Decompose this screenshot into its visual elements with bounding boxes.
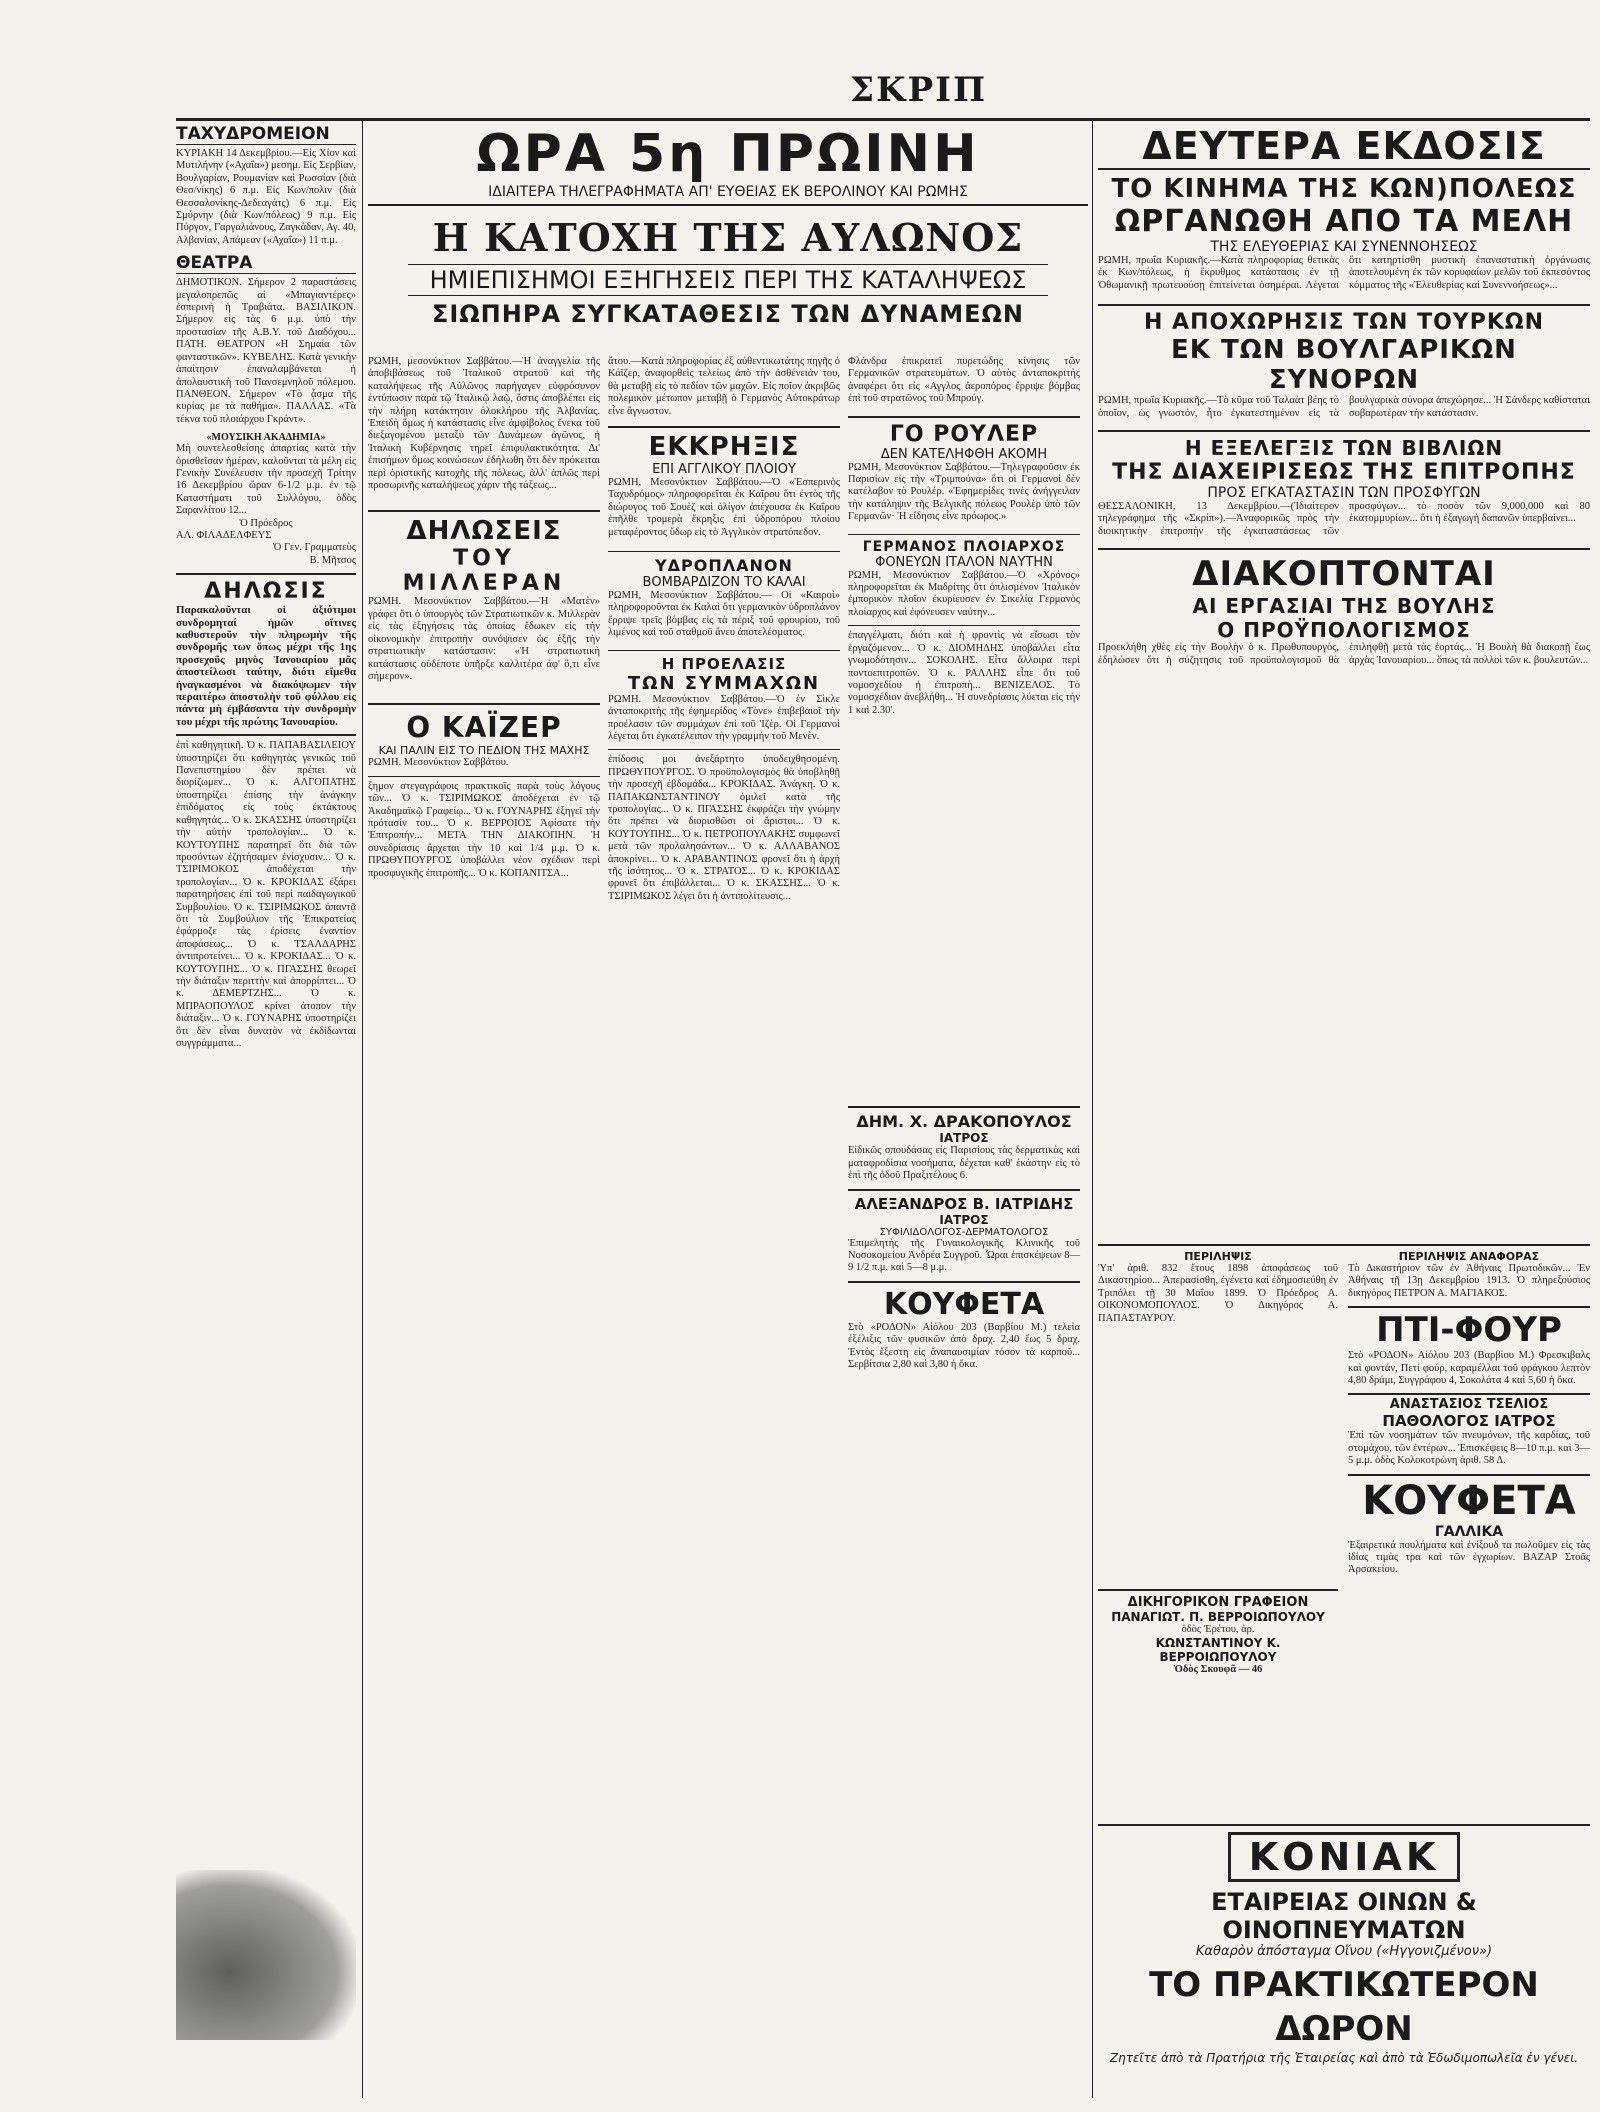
ad-petit-four: [1348, 1306, 1590, 1387]
ad-koufeta-rodon: [848, 1281, 1080, 1372]
center-column: [368, 124, 1088, 2094]
subcolumn-a: [368, 356, 600, 1741]
ad-doctor-iatridis: [848, 1189, 1080, 1275]
ad-doctor-tselios: [1348, 1393, 1590, 1467]
ruler-title: ΓΟ ΡΟΥΛΕΡ: [848, 416, 1080, 447]
books-head-3: ΠΡΟΣ ΕΓΚΑΤΑΣΤΑΣΙΝ ΤΩΝ ΠΡΟΣΦΥΓΩΝ: [1207, 485, 1481, 502]
parliament-head-3: Ο ΠΡΟΫΠΟΛΟΓΙΣΜΟΣ: [1217, 618, 1471, 643]
signature-president: Ὁ Πρόεδρος: [239, 517, 293, 529]
law-address: Ὁδὸς Σκουφᾶ — 46: [1173, 1664, 1263, 1676]
top-title: ΩΡΑ 5η ΠΡΩΙΝΗ: [476, 124, 980, 184]
right-column: [1098, 124, 1590, 2094]
parliament-text: ἐπὶ καθηγητικῆ. Ὁ κ. ΠΑΠΑΒΑΣΙΛΕΙΟΥ ὑποστηρίζει ὅτι καθηγητὰς γενικῶς τοῦ Πανεπιστημίου δὲν πρέπει νὰ διορίζωμεν... Ὁ κ. ΑΛΓΟΠΑΤΗΣ ὑποστηρίζει ἐπίσης τὴν ἀνάγκην ἐπιδόματος εἰς τοὺς ἐκτάκτους καθηγητάς... Ὁ κ. ΣΚΑΣΣΗΣ ὑποστηρίζει τὴν αὐτὴν τροπολογίαν... Ὁ κ. ΚΟΥΤΟΥΠΗΣ παρατηρεῖ ὅτι διὰ τῶν προσόντων ἐζητήσαμεν ἐνίσχυσιν... Ὁ κ. ΤΣΙΡΙΜΟΚΟΣ ἀποδέχεται τὴν τροπολογίαν... Ὁ κ. ΚΡΟΚΙΔΑΣ ἐξάρει παρατηρήσεις ἐπὶ τοῦ περὶ παιδαγωγικοῦ Συμβουλίου. Ὁ κ. ΤΣΙΡΙΜΩΚΟΣ ἀπαντᾷ ὅτι τὰ Συμβούλιον τῆς Ἐπικρατείας ἐφάρμοζε τὰς ἐρίσεις ἐναντίον ἀποφάσεως... Ὁ κ. ΤΣΑΛΔΑΡΗΣ ἀντιπροτείνει... Ὁ κ. ΚΡΟΚΙΔΑΣ... Ὁ κ. ΚΟΥΤΟΥΠΗΣ... Ὁ κ. ΠΓΑΣΣΗΣ θεωρεῖ τὴν διάταξιν περιττὴν καὶ ἀπορρίπτει... Ὁ κ. ΔΕΜΕΡΤΖΗΣ... Ὁ κ. ΜΠΡΑΟΠΟΥΛΟΣ κρίνει ἀτοπον τὴν διάταξιν... Ὁ κ. ΓΟΥΝΑΡΗΣ ὑποστηρίζει ὅτι δὲν εἶναι δυνατὸν νὰ ἐκδίδωνται συγγράμματα...: [176, 740, 356, 1049]
turks-text: ΡΩΜΗ, πρωΐα Κυριακῆς.—Τὸ κῦμα τοῦ Ταλαὰτ βέης τὸ ὁποῖον, ὡς γνωστόν, ἦτο ἐγκατεστημένον εἰς τὰ βουλγαρικὰ σύνορα ἀπεχώρησε... Ἡ Σάνδερς καθίσταται σοβαρωτέραν τὴν κατάστασιν.: [1098, 395, 1590, 419]
print-smudge: [176, 1870, 356, 2040]
theatres-text: ΔΗΜΟΤΙΚΟΝ. Σήμερον 2 παραστάσεις μεγαλοπρεπῶς αἱ «Μπαγιαντέρες» ἐσπερινὴ ἡ Τραβιάτα. ΒΑΣΙΛΙΚΟΝ. Σήμερον εἰς τὰς 6 μ.μ. ὑπὸ τὴν προστασίαν τῆς Α.Β.Υ. τοῦ Διαδόχου... ΠΑΤΗ. ΘΕΑΤΡΟΝ «Η Σημαία τῶν φανταστικῶν». ΚΥΒΕΛΗΣ. Κατὰ γενικὴν ἀπαίτησιν ἐπαναλαμβάνεται ἡ ἀπολαυστικὴ τοῦ Πανσεμνηλοῦ πόλεμου. ΠΑΝΘΕΟΝ. Σήμερον «Τὸ ᾆσμα τῆς κυρίας με τὰ παθήμα». ΠΑΛΛΑΣ. «Τὰ τέκνα τοῦ πλοιάρχου Γκράντ».: [176, 277, 356, 425]
doctor1-role: ΠΑΘΟΛΟΓΟΣ ΙΑΤΡΟΣ: [1382, 1412, 1556, 1431]
debate-text: ξημον στεγαγράφοις πρακτικοῖς παρὰ τοὺς λόγους τῶν... Ὁ κ. ΤΣΙΡΙΜΩΚΟΣ ἀποδέχεται ἐν τῷ Ἀκαδημαϊκῷ Γραφείῳ... Ὁ κ. ΓΟΥΝΑΡΗΣ ἐξηγεῖ τὴν πρότασίν του... Ὁ κ. ΒΕΡΡΟΙΟΣ Ἀφίσατε τὴν Ἐπιτροπήν... ΜΕΤΑ ΤΗΝ ΔΙΑΚΟΠΗΝ. Ἡ συνεδρίασις ἄρχεται τὴν 10 καὶ 1/4 μ.μ. Ὁ κ. ΠΡΩΘΥΠΟΥΡΓΟΣ ὑποβάλλει νέον σχέδιον περὶ προσφυγικῆς ἐπιτροπῆς... Ὁ κ. ΚΟΠΑΝΙΤΣΑ...: [368, 776, 600, 1741]
miller-subtitle: ΤΟΥ ΜΙΛΛΕΡΑΝ: [402, 546, 566, 597]
books-text: ΘΕΣΣΑΛΟΝΙΚΗ, 13 Δεκεμβρίου.—(Ἰδιαίτερον τηλεγράφημα τῆς «Σκρίπ»).—Ἀναφορικῶς πρὸς τὴν διοικητικὴν ἐπιτροπὴν τῆς ἐγκαταστάσεως τῶν προσφύγων... τὸ ποσὸν τῶν 9,000,000 καὶ 80 ἑκατομμυρίων... ὅτι ἡ ἐξαγωγὴ δαπανῶν ὑπερβαίνει...: [1098, 501, 1590, 537]
notice-text: Παρακαλοῦνται οἱ ἀξιότιμοι συνδρομηταί ἡμῶν οἵτινες καθυστεροῦν τὴν πληρωμὴν τῆς συνδρομῆς των ὅπως μέχρι τῆς 1ης προσεχοῦς μηνὸς Ἰανουαρίου μᾶς ἀποστείλωσι ταύτην, διότι εἴμεθα ἠναγκασμένοι νὰ διακόψωμεν τὴν περαιτέρω ἀποστολὴν τοῦ φύλλου εἰς πάντα μὴ ἐμβάσαντα τὴν συνδρομὴν του μέχρι τῆς πρώτης Ἰανουαρίου.: [176, 604, 356, 728]
signature-secretary: Ὁ Γεν. Γραμματεὺς: [273, 542, 356, 554]
post-text: ΚΥΡΙΑΚΗ 14 Δεκεμβρίου.—Εἰς Χίον καὶ Μυτιλήνην («Αχαΐα») μεσημ. Εἰς Σερβίαν, Βουλγαρίαν, Ρουμανίαν καὶ Ρωσσίαν (διὰ Θεσ/νίκης) 6 π.μ. Εἰς Κων/πολιν (διὰ Θεσσαλονίκης-Δεδεαγάτς) 6 π.μ. Εἰς Σμύρνην (διὰ Κων/πόλεως) 9 π.μ. Εἰς Πύργον, Γαργαλιάνους, Ζαγκάδαν, Αγ. 40, Αλβανίαν, Απάμεαν («Αχαΐα») 11 π.μ.: [176, 148, 356, 246]
left-column: [176, 124, 356, 1874]
parliament-head-1: ΔΙΑΚΟΠΤΟΝΤΑΙ: [1098, 548, 1590, 594]
koufeta1-title: ΚΟΥΦΕΤΑ: [1362, 1477, 1576, 1524]
petit-text: Στὸ «ΡΟΔΟΝ» Αἰόλου 203 (Βαρβίου Μ.) Φρεσκιβαλς καὶ φοντάν, Πετί φούρ, καραμέλλαι τοῦ φράγκου λεπτὸν 4,80 δράμι, Συγγράφου 4, Σοκολάτα 4 καὶ 5,60 ἡ ὄκα.: [1348, 1350, 1590, 1387]
allies-subtitle: ΤΩΝ ΣΥΜΜΑΧΩΝ: [627, 672, 821, 694]
signature-president-name: ΑΛ. ΦΙΛΑΔΕΛΦΕΥΣ: [176, 529, 272, 541]
avlona-text-2: ἄτου.—Κατὰ πληροφορίας ἐξ αὐθεντικωτάτης πηγῆς ὁ Κάϊζερ, ἀναφορθεὶς τελείως ἀπὸ τὴν ἀσθένειάν του, θὰ μεταβῇ εἰς τὸ πεδίον τῶν μαχῶν. Εἰς ποῖον ἀκριβῶς πολεμικὸν μέτωπον μεταβῇ ὁ Γερμανὸς Αὐτοκράτωρ εἶνε ἄγνωστον.: [608, 356, 840, 417]
koufeta2-title: ΚΟΥΦΕΤΑ: [883, 1286, 1045, 1322]
avlona-text-3: Φλάνδρα ἐπικρατεῖ πυρετώδης κίνησις τῶν Γερμανικῶν στρατευμάτων. Ὁ αὐτὸς ἀνταποκριτὴς ἀναφέρει ὅτι εἰς «Αγγλος ἀεροπόρος ἔρριψε βόμβας ἐπὶ τοῦ στρατῶνος τοῦ Μπρούγ.: [848, 356, 1080, 405]
wine-footer: Ζητεῖτε ἀπὸ τὰ Πρατήρια τῆς Ἑταιρείας καὶ ἀπὸ τὰ Ἐδωδιμοπωλεῖα ἐν γένει.: [1109, 2051, 1579, 2065]
music-title: «ΜΟΥΣΙΚΗ ΑΚΑΔΗΜΙΑ»: [206, 432, 326, 444]
ad-doctor-drakopoulos: [848, 1106, 1080, 1182]
subcolumn-b: [608, 356, 840, 1714]
wine-subtitle: Καθαρὸν ἀπόσταγμα Οἴνου («Ηγγονιζμένον»): [1195, 1944, 1493, 1959]
allies-title: Η ΠΡΟΕΛΑΣΙΣ: [608, 650, 840, 673]
notice1-title: ΠΕΡΙΛΗΨΙΣ: [1184, 1250, 1252, 1263]
signature-secretary-name: Β. Μῆτσος: [309, 554, 356, 566]
law-title: ΔΙΚΗΓΟΡΙΚΟΝ ΓΡΑΦΕΙΟΝ: [1127, 1595, 1309, 1610]
notice2-text: Τὸ Δικαστήριον τῶν ἐν Ἀθήναις Πρωτοδικῶν... Ἐν Ἀθήναις τῇ 13ῃ Δεκεμβρίου 1913. Ὁ πληρεξούσιος δικηγόρος ΠΕΤΡΟΝ Α. ΜΑΓΙΑΚΟΣ.: [1348, 1263, 1590, 1299]
parliament-head-2: ΑΙ ΕΡΓΑΣΙΑΙ ΤΗΣ ΒΟΥΛΗΣ: [1192, 594, 1496, 619]
doctor2-role: ΙΑΤΡΟΣ: [939, 1131, 989, 1146]
wine-company: ΕΤΑΙΡΕΙΑΣ ΟΙΝΩΝ & ΟΙΝΟΠΝΕΥΜΑΤΩΝ: [1211, 1888, 1477, 1944]
kinima-head-1: ΤΟ ΚΙΝΗΜΑ ΤΗΣ ΚΩΝ)ΠΟΛΕΩΣ: [1111, 174, 1577, 204]
classifieds-left: [1098, 1250, 1338, 1677]
turks-head-2: ΕΚ ΤΩΝ ΒΟΥΛΓΑΡΙΚΩΝ ΣΥΝΟΡΩΝ: [1171, 335, 1517, 396]
masthead: ΣΚΡΙΠ: [850, 70, 988, 110]
parliament-text-right: Προεκλήθη χθὲς εἰς τὴν Βουλὴν ὁ κ. Πρωθυπουργὸς, ἐδηλώσεν ὅτι ἡ σύζητησις τοῦ προϋπολογισμοῦ θὰ ἐπιληφθῇ μετὰ τὰς ἑορτάς... Ἡ Βουλὴ θὰ διακοπῇ ἔως ἀρχὰς Ἰανουαρίου... ὅπως τὰ πολλοὶ τῶν κ. βουλευτῶν...: [1098, 642, 1590, 666]
miller-title: ΔΗΛΩΣΕΙΣ: [368, 510, 600, 546]
books-head-2: ΤΗΣ ΔΙΑΧΕΙΡΙΣΕΩΣ ΤΗΣ ΕΠΙΤΡΟΠΗΣ: [1112, 460, 1576, 486]
law-name-2: ΚΩΝΣΤΑΝΤΙΝΟΥ Κ. ΒΕΡΡΟΙΩΠΟΥΛΟΥ: [1155, 1636, 1281, 1665]
post-title: ΤΑΧΥΔΡΟΜΕΙΟΝ: [176, 124, 356, 145]
wine-slogan: ΤΟ ΠΡΑΚΤΙΚΩΤΕΡΟΝ ΔΩΡΟΝ: [1149, 1965, 1539, 2049]
miller-text: ΡΩΜΗ. Μεσονύκτιον Σαββάτου.—Ἡ «Ματὲν» γράφει ὅτι ὁ ὑπουργὸς τῶν Στρατιωτικῶν κ. Μιλλερὰν εἰς τὰς ἐξηγήσεις τὰς ὁποίας ἔδωκεν εἰς τὴν οἰκονομικὴν ἐπιτροπὴν συνόψισεν ὡς ἑξῆς τὴν στρατιωτικὴν κατάστασιν: «Ἡ στρατιωτικὴ κατάστασις οὐδέποτε ὑπῆρξε καλλιτέρα ἀφ' ὅ,τι εἶνε σήμερον».: [368, 596, 600, 682]
kaiser-title: Ο ΚΑΪΖΕΡ: [368, 703, 600, 744]
doctor1-name: ΑΝΑΣΤΑΣΙΟΣ ΤΣΕΛΙΟΣ: [1389, 1397, 1549, 1413]
avlona-text: ΡΩΜΗ, μεσονύκτιον Σαββάτου.—Ἡ ἀναγγελία τῆς ἀποβιβάσεως τοῦ Ἰταλικοῦ στρατοῦ καὶ τῆς καταλήψεως τῆς Αὐλῶνος παρήγαγεν εὐφρόσυνον ἐντύπωσιν παρὰ τῷ Ἰταλικῷ λαῷ, ὅστις ἀποβλέπει εἰς τὴν πλήρη κατάκτησιν ὁλοκλήρου τῆς Ἀλβανίας. Ἐπειδὴ ὅμως ἡ κατάστασις εἶνε ἀμφίβολος ἕνεκα τοῦ διεξαγομένου μεταξὺ τῶν Δυνάμεων ἀγῶνος, ἡ Ἰταλικὴ Κυβέρνησις τηρεῖ ἐπιφυλακτικότητα. Δι' ἐπισήμων ὅμως κοινώσεων ἐδήλωθη ὅτι δὲν πρόκειται περὶ ὁριστικῆς κατοχῆς τῆς πόλεως, ἀλλ' ἁπλῶς περὶ προσωρινῆς καταλήψεως χάριν τῆς τάξεως...: [368, 356, 600, 492]
main-headline: Η ΚΑΤΟΧΗ ΤΗΣ ΑΥΛΩΝΟΣ: [432, 215, 1024, 260]
top-rule: [176, 118, 1590, 121]
doctor3-subtitle: ΣΥΦΙΛΙΔΟΛΟΓΟΣ-ΔΕΡΜΑΤΟΛΟΓΟΣ: [879, 1226, 1049, 1238]
turks-head-1: Η ΑΠΟΧΩΡΗΣΙΣ ΤΩΝ ΤΟΥΡΚΩΝ: [1098, 304, 1590, 335]
captain-subtitle: ΦΟΝΕΥΩΝ ΙΤΑΛΟΝ ΝΑΥΤΗΝ: [875, 554, 1053, 570]
center-subcolumns: [368, 356, 1088, 2094]
classifieds-right: [1348, 1250, 1590, 1577]
hydroplane-text: ΡΩΜΗ, Μεσονύκτιον Σαββάτου.— Οἱ «Καιροὶ» πληροφοροῦνται ἐκ Καλαὶ ὅτι γερμανικὸν ὑδροπλάνον ἔρριψε τρεῖς βόμβας εἰς τὰ πέριξ τοῦ φρουρίου, τοῦ λιμένος καὶ τοῦ σταθμοῦ ἄνευ ἀποτελέσματος.: [608, 590, 840, 639]
ruler-text: ΡΩΜΗ, Μεσονύκτιον Σαββάτου.—Τηλεγραφοῦσιν ἐκ Παρισίων εἰς τὴν «Τριμπούνα» ὅτι οἱ Γερμανοὶ δὲν κατέλαβον τὸ Ρουλέρ. «Ἐφημερίδες τινὲς ἀνήγγειλαν τὴν κατάληψιν τῆς Βελγικῆς πόλεως Ρουλὲρ ὑπὸ τῶν Γερμανῶν· Ἡ εἴδησις εἶνε πρόωρος.»: [848, 461, 1080, 523]
koufeta2-text: Στὸ «ΡΟΔΟΝ» Αἰόλου 203 (Βαρβίου Μ.) τελεία ἐξέλιξις τῶν φυσικῶν ἀπὸ δραχ. 2,40 ἕως 5 δραχ. Ἐντὸς ἔξεστη εἰς ἄναπαυσιμίαν τόσον τὰ καρποῦ... Σερβίτσια 2,80 καὶ 3,80 ἡ ὄκα.: [848, 1321, 1080, 1370]
law-text: ὁδὸς Ἑρέτου, ἀρ.: [1181, 1624, 1255, 1635]
doctor2-text: Εἰδικῶς σπουδάσας εἰς Παρισίους τὰς δερματικὰς καὶ ματαφροδίσια νοσήματα, δέχεται καθ' ἑκάστην εἰς τὸ ἐπὶ τῆς ὁδοῦ Πραξιτέλους 6.: [848, 1145, 1080, 1182]
deck-line-2: ΣΙΩΠΗΡΑ ΣΥΓΚΑΤΑΘΕΣΙΣ ΤΩΝ ΔΥΝΑΜΕΩΝ: [431, 300, 1025, 328]
doctor2-name: ΔΗΜ. Χ. ΔΡΑΚΟΠΟΥΛΟΣ: [856, 1112, 1072, 1132]
doctor3-role: ΙΑΤΡΟΣ: [939, 1212, 989, 1227]
explosion-subtitle: ΕΠΙ ΑΓΓΛΙΚΟΥ ΠΛΟΙΟΥ: [652, 462, 796, 478]
koufeta1-subtitle: ΓΑΛΛΙΚΑ: [1434, 1523, 1504, 1540]
hydroplane-subtitle: ΒΟΜΒΑΡΔΙΖΟΝ ΤΟ ΚΑΛΑΙ: [642, 575, 806, 591]
debate-text-3: ἐπαγγέλματι, διότι καὶ ἡ φροντὶς νὰ εἴσωσι τὸν ἐργαζόμενον... Ὁ κ. ΔΙΟΜΗΔΗΣ ὑποβάλλει εἶτα γνωμοδότησιν... ΣΟΚΟΛΗΣ. Εἶτα ἅλλοιρα περὶ ποντοεπιτροπῶν. Ὁ κ. ΡΑΛΛΗΣ εἶπε ὅτι τοῦ νομοσχεδίου ἡ ἐπιτροπὴ... ΒΕΝΙΖΕΛΟΣ. Τὸ νομοσχέδιον ἀνεβλήθη... Ἡ συνεδρίασις λύεται εἰς τὴν 1 καὶ 2.30'.: [848, 625, 1080, 1100]
kaiser-subtitle: ΚΑΙ ΠΑΛΙΝ ΕΙΣ ΤΟ ΠΕΔΙΟΝ ΤΗΣ ΜΑΧΗΣ: [378, 744, 590, 758]
kaiser-text: ΡΩΜΗ. Μεσονύκτιον Σαββάτου.: [368, 757, 509, 769]
theatres-title: ΘΕΑΤΡΑ: [176, 253, 356, 274]
kinima-text: ΡΩΜΗ, πρωΐα Κυριακῆς.—Κατὰ πληροφορίας θετικὰς ἐκ Κων/πόλεως, ἡ ἔκρυθμος κατάστασις ἐν τῇ Ὀθωμανικῇ πρωτευούσῃ ἐπιτείνεται ὁσημέραι. Λέγεται ὅτι κατηρτίσθη μυστικὴ ἐπαναστατικὴ ὀργάνωσις ἀποτελουμένη ἐκ τῶν κορυφαίων μελῶν τοῦ ἐκπεσόντος κόμματος τῆς «Ἐλευθερίας καὶ Συνεννοήσεως»...: [1098, 255, 1590, 291]
notice2-title: ΠΕΡΙΛΗΨΙΣ ΑΝΑΦΟΡΑΣ: [1398, 1250, 1540, 1263]
music-text: Μὴ συντελεσθείσης ἀπαρτίας κατὰ τὴν ὁρισθεῖσαν ἡμέραν, καλοῦνται τὰ μέλη εἰς Γενικὴν Συνέλευσιν τὴν προσεχῆ Τρίτην 16 Δεκεμβρίου ὥραν 6-1/2 μ.μ. ἐν τῷ Καταστήματι τοῦ Συλλόγου, ὁδὸς Σαρανλίτου 12...: [176, 443, 356, 517]
konyak-title: ΚΟΝΙΑΚ: [1228, 1832, 1461, 1882]
debate-text-2: ἐπίδοσις μοι ἀνεξάρτητο ὑποδειχθησομένη. ΠΡΩΘΥΠΟΥΡΓΟΣ. Ὁ προϋπολογισμὸς θὰ ὑποβληθῇ τὴν προσεχῆ ἐβδομάδα... ΚΡΟΚΙΔΑΣ. Ἀνάγκη. Ὁ κ. ΠΑΠΑΚΩΝΣΤΑΝΤΙΝΟΥ ὁμιλεῖ κατὰ τῆς τροπολογίας... Ὁ κ. ΠΓΑΣΣΗΣ ἐκφράζει τὴν γνώμην ὅτι πρέπει νὰ διορισθῶσι οἱ ἄριστοι... Ὁ κ. ΚΟΥΤΟΥΠΗΣ... Ὁ κ. ΠΕΤΡΟΠΟΥΛΑΚΗΣ συμφωνεῖ μετὰ τῶν προλαλησάντων... Ὁ κ. ΑΛΛΑΒΑΝΟΣ ἀποκρίνει... Ὁ κ. ΑΡΑΒΑΝΤΙΝΟΣ φρονεῖ ὅτι ἡ ἀρχὴ τῆς ἰσότητος... Ὁ κ. ΣΤΡΑΤΟΣ... Ὁ κ. ΚΡΟΚΙΔΑΣ φρονεῖ ὅτι ἐπιβάλλεται... Ὁ κ. ΣΚΑΣΣΗΣ... Ὁ κ. ΤΣΙΡΙΜΩΚΟΣ λέγει ὅτι ἡ ἀντιπολίτευσις...: [608, 749, 840, 1714]
deck-line-1: ΗΜΙΕΠΙΣΗΜΟΙ ΕΞΗΓΗΣΕΙΣ ΠΕΡΙ ΤΗΣ ΚΑΤΑΛΗΨΕΩΣ: [408, 264, 1048, 296]
explosion-title: ΕΚΚΡΗΞΙΣ: [608, 426, 840, 462]
top-subtitle: ΙΔΙΑΙΤΕΡΑ ΤΗΛΕΓΡΑΦΗΜΑΤΑ ΑΠ' ΕΥΘΕΙΑΣ ΕΚ ΒΕΡΟΛΙΝΟΥ ΚΑΙ ΡΩΜΗΣ: [368, 184, 1088, 206]
koufeta1-text: Ἐξαιρετικά πουλήματα καὶ ἐνίξουδ τα πωλοῦμεν εἰς τὰς ἰδίας τιμὰς τρα καὶ τῶν ἐγχωρίων. ΒΑΖΑΡ Στοᾶς Ἀρσακείου.: [1348, 1539, 1590, 1576]
books-head-1: Η ΕΞΕΛΕΓΞΙΣ ΤΩΝ ΒΙΒΛΙΩΝ: [1098, 430, 1590, 460]
doctor1-text: Ἐπὶ τῶν νοσημάτων τῶν πνευμόνων, τῆς καρδίας, τοῦ στομάχου, τῶν ἐντέρων... Ἐπισκέψεις 8—10 π.μ. καὶ 3—5 μ.μ. ὁδὸς Κολοκοτρώνη ἀριθ. 58 Δ.: [1348, 1430, 1590, 1467]
column-rule: [1092, 118, 1093, 2098]
notice-title: ΔΗΛΩΣΙΣ: [176, 573, 356, 604]
column-rule: [362, 118, 363, 2098]
doctor3-name: ΑΛΕΞΑΝΔΡΟΣ Β. ΙΑΤΡΙΔΗΣ: [854, 1194, 1074, 1213]
captain-title: ΓΕΡΜΑΝΟΣ ΠΛΟΙΑΡΧΟΣ: [848, 534, 1080, 555]
second-edition-title: ΔΕΥΤΕΡΑ ΕΚΔΟΣΙΣ: [1098, 124, 1590, 170]
kinima-head-2: ΩΡΓΑΝΩΘΗ ΑΠΟ ΤΑ ΜΕΛΗ: [1114, 204, 1574, 239]
law-name-1: ΠΑΝΑΓΙΩΤ. Π. ΒΕΡΡΟΙΩΠΟΥΛΟΥ: [1111, 1610, 1325, 1624]
kinima-head-3: ΤΗΣ ΕΛΕΥΘΕΡΙΑΣ ΚΑΙ ΣΥΝΕΝΝΟΗΣΕΩΣ: [1210, 239, 1478, 255]
ad-konyak: [1098, 1824, 1590, 2094]
ruler-subtitle: ΔΕΝ ΚΑΤΕΛΗΦΘΗ ΑΚΟΜΗ: [880, 446, 1048, 462]
ad-law-office: [1098, 1589, 1338, 1677]
captain-text: ΡΩΜΗ, Μεσονύκτιον Σαββάτου.—Ὁ «Χρόνος» πληροφορεῖται ἐκ Μαδρίτης ὅτι ὁπλισμένον Ἰταλικὸν ἐμπορικὸν πλοῖον ἐκυρίευσεν ἐν Σικελίᾳ Γερμανὸς πλοίαρχος καὶ ἐφόνευσεν ναύτην...: [848, 569, 1080, 618]
ad-koufeta-gallika: [1348, 1474, 1590, 1577]
subcolumn-c: [848, 356, 1080, 1371]
explosion-text: ΡΩΜΗ, Μεσονύκτιον Σαββάτου.—Ὁ «Ἑσπερινὸς Ταχυδρόμος» πληροφορεῖται ἐκ Καΐρου ὅτι ἐντὸς τῆς διώρυγος τοῦ Σουὲζ καὶ ὀλίγον ἀπέχουσα ἐκ Καΐρου ἐπῆλθε τρομερὰ ἔκρηξις ἐπὶ ὑδροπόρου πλοίου μεταφέροντος ὕδωρ εἰς τὸ Ἀγγλικὸν στρατόπεδον.: [608, 477, 840, 538]
hydroplane-title: ΥΔΡΟΠΛΑΝΟΝ: [608, 551, 840, 575]
petit-title: ΠΤΙ-ΦΟΥΡ: [1376, 1310, 1562, 1351]
notice1-text: Ὑπ' ἀριθ. 832 ἔτους 1898 ἀποφάσεως τοῦ Δικαστηρίου... Ἀπερασίσθη, ἐγένετο καὶ ἐδημοσιεύθη ἐν Τριπόλει τῇ 30 Μαΐου 1899. Ὁ Πρόεδρος Α. ΟΙΚΟΝΟΜΟΠΟΥΛΟΣ. Ὁ Δικηγόρος Α. ΠΑΠΑΣΤΑΥΡΟΥ.: [1098, 1263, 1338, 1324]
allies-text: ΡΩΜΗ. Μεσονύκτιον Σαββάτου.—Ὁ ἐν Σὶκλε ἀνταποκριτὴς τῆς ἐφημερίδος «Τὸνε» ἐπιβεβαιοῖ τὴν προέλασιν τῶν συμμάχων ἐπὶ τοῦ Ἰζὲρ. Οἱ Γερμανοὶ λέγεται ὅτι ἐγκατέλειπον τὴν γραμμὴν τοῦ Μενὲν.: [608, 693, 840, 742]
doctor3-text: Ἐπιμελητὴς τῆς Γυναικολογικῆς Κλινικῆς τοῦ Νοσοκομείου Ἀνδρέα Συγγροῦ. Ὧραι ἐπισκέψεων 8—9 1/2 π.μ. καὶ 5—8 μ.μ.: [848, 1237, 1080, 1274]
